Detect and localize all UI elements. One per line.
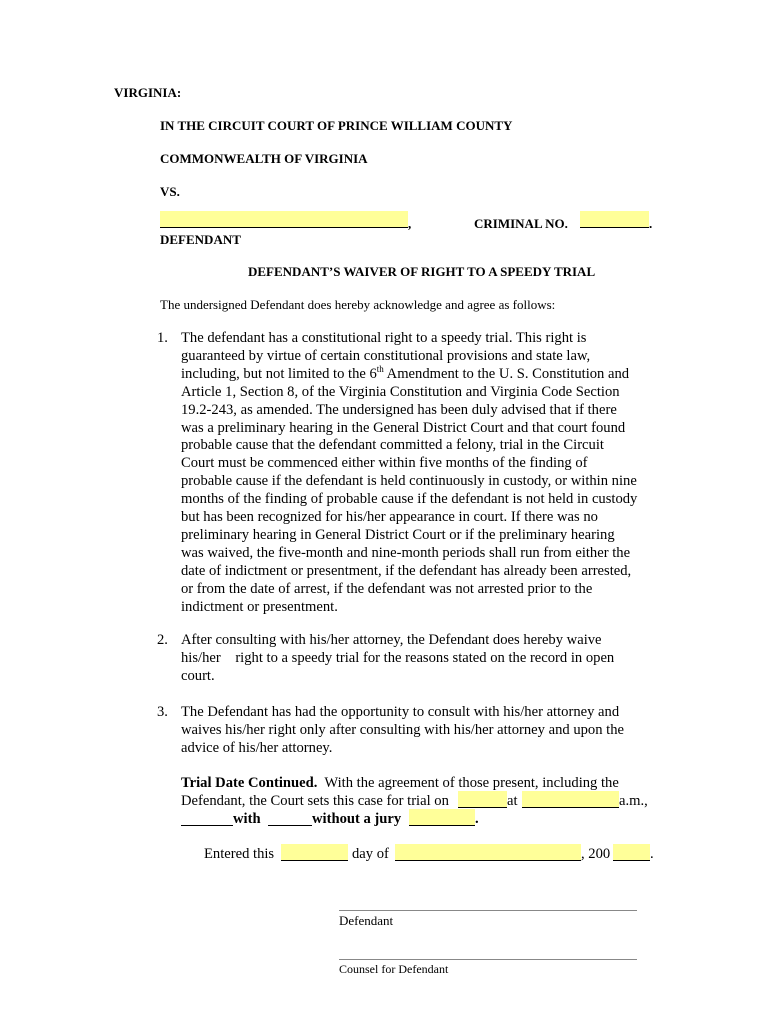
without-jury-label: without a jury: [312, 811, 402, 827]
text-line: Court must be commenced either within five months of the finding of: [181, 455, 588, 472]
text-line: Article 1, Section 8, of the Virginia Constitution and Virginia Code Section: [181, 383, 620, 400]
text-fragment: including, but not limited to the 6: [181, 365, 377, 382]
item-text: [181, 330, 657, 617]
text-line: months of the finding of probable cause if the defendant is not held in custody: [181, 491, 638, 508]
entered-period: .: [650, 846, 654, 862]
text-line: probable cause if the defendant is held continuously in custody, or within nine: [181, 473, 637, 490]
trial-time-field[interactable]: [522, 791, 619, 808]
text-line: 19.2-243, as amended. The undersigned has been duly advised that if there: [181, 401, 617, 418]
day-of-label: day of: [352, 846, 389, 862]
text-line: indictment or presentment.: [181, 598, 338, 615]
trial-date-prefix: Defendant, the Court sets this case for trial on: [181, 793, 449, 809]
text-line: date of indictment or presentment, if the defendant has already been arrested,: [181, 562, 632, 579]
with-blank[interactable]: [181, 808, 233, 826]
text-line: advice of his/her attorney.: [181, 739, 333, 756]
item-text: [181, 632, 657, 686]
period-text: .: [649, 216, 653, 231]
text-line: preliminary hearing in General District Court or if the preliminary hearing: [181, 526, 615, 543]
text-line: court.: [181, 667, 215, 684]
text-line: but has been recognized for his/her appearance in court. If there was no: [181, 509, 598, 526]
entered-label: Entered this: [204, 846, 275, 862]
without-blank[interactable]: [268, 808, 312, 826]
court-heading: IN THE CIRCUIT COURT OF PRINCE WILLIAM COUNTY: [160, 118, 513, 133]
entered-year-field[interactable]: [613, 844, 650, 861]
at-label: at: [507, 793, 518, 809]
item-number: 3.: [157, 704, 168, 720]
text-line: was a preliminary hearing in the General District Court and that court found: [181, 419, 626, 436]
defendant-signature-label: Defendant: [339, 913, 394, 928]
text-line: his/her right to a speedy trial for the reasons stated on the record in open: [181, 649, 615, 666]
criminal-no-label: CRIMINAL NO.: [474, 216, 568, 231]
trial-heading: Trial Date Continued.: [181, 775, 318, 791]
text-line: guaranteed by virtue of certain constitutional provisions and state law,: [181, 347, 591, 364]
versus-label: VS.: [160, 184, 180, 199]
text-line: was waived, the five-month and nine-month periods shall run from either the: [181, 544, 631, 561]
plaintiff-heading: COMMONWEALTH OF VIRGINIA: [160, 151, 368, 166]
intro-text: The undersigned Defendant does hereby acknowledge and agree as follows:: [160, 297, 556, 312]
with-label: with: [233, 811, 261, 827]
entered-day-field[interactable]: [281, 844, 348, 861]
text-line: [181, 363, 657, 384]
defendant-label: DEFENDANT: [160, 232, 241, 247]
state-heading: VIRGINIA:: [114, 85, 182, 100]
defendant-signature-line[interactable]: [339, 910, 637, 911]
text-line: probable cause that the defendant committed a felony, trial in the Circuit: [181, 437, 604, 454]
text-line: or from the date of arrest, if the defendant was not arrested prior to the: [181, 580, 593, 597]
text-line: The Defendant has had the opportunity to consult with his/her attorney and: [181, 704, 620, 720]
text-line: waives his/her right only after consulting with his/her attorney and upon the: [181, 721, 624, 738]
comma-text: ,: [408, 216, 412, 231]
ordinal-suffix: th: [376, 363, 384, 374]
defendant-name-field[interactable]: [160, 211, 408, 228]
criminal-number-field[interactable]: [580, 211, 649, 228]
am-label: a.m.,: [619, 793, 648, 809]
counsel-signature-line[interactable]: [339, 959, 637, 960]
text-line: The defendant has a constitutional right to a speedy trial. This right is: [181, 330, 587, 346]
trial-text: With the agreement of those present, including the: [317, 775, 619, 791]
trial-date-field[interactable]: [458, 791, 507, 808]
year-prefix: , 200: [581, 846, 611, 862]
text-fragment: Amendment to the U. S. Constitution and: [383, 365, 630, 382]
item-text: [181, 704, 657, 758]
entered-month-field[interactable]: [395, 844, 581, 861]
counsel-signature-label: Counsel for Defendant: [339, 962, 449, 976]
item-number: 1.: [157, 330, 168, 346]
jury-field[interactable]: [409, 809, 475, 826]
item-number: 2.: [157, 632, 168, 648]
trial-period: .: [475, 811, 479, 827]
document-title: DEFENDANT’S WAIVER OF RIGHT TO A SPEEDY TRIAL: [248, 264, 596, 279]
text-line: After consulting with his/her attorney, the Defendant does hereby waive: [181, 632, 602, 648]
